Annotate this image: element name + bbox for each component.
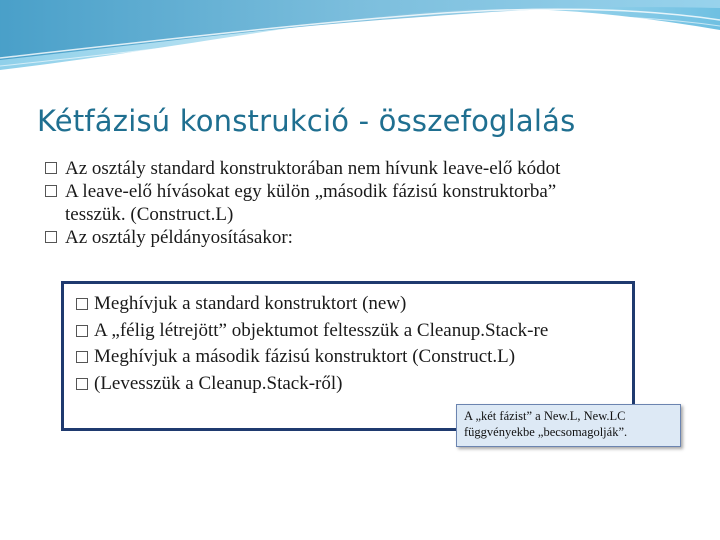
callout-note-line: függvényekbe „becsomagolják”. bbox=[464, 425, 628, 439]
step-text: A „félig létrejött” objektumot feltesszük a Cleanup.Stack-re bbox=[94, 319, 549, 341]
bullet-box-icon bbox=[45, 185, 57, 197]
bullet-text: A leave-elő hívásokat egy külön „második fázisú konstruktorba” bbox=[65, 181, 557, 202]
bullet-text: Az osztály példányosításakor: bbox=[65, 227, 293, 248]
bullet-box-icon bbox=[45, 231, 57, 243]
step-item bbox=[76, 291, 636, 318]
bullet-box-icon bbox=[76, 351, 88, 363]
bullet-item bbox=[45, 226, 685, 249]
callout-note-line: A „két fázist” a New.L, New.LC bbox=[464, 409, 626, 423]
bullet-text: Az osztály standard konstruktorában nem hívunk leave-elő kódot bbox=[65, 158, 561, 179]
header-wave-decoration bbox=[0, 0, 720, 78]
bullet-box-icon bbox=[76, 325, 88, 337]
bullet-box-icon bbox=[76, 298, 88, 310]
callout-note bbox=[456, 404, 681, 447]
bullet-continuation-text: tesszük. (Construct.L) bbox=[65, 204, 234, 225]
bullet-list bbox=[45, 157, 685, 249]
step-text: (Levesszük a Cleanup.Stack-ről) bbox=[94, 372, 343, 394]
slide-title: Kétfázisú konstrukció - összefoglalás bbox=[37, 104, 576, 138]
bullet-continuation bbox=[45, 203, 685, 226]
step-text: Meghívjuk a standard konstruktort (new) bbox=[94, 293, 407, 314]
bullet-box-icon bbox=[45, 162, 57, 174]
bullet-item bbox=[45, 157, 685, 180]
step-item bbox=[76, 344, 636, 371]
step-item bbox=[76, 318, 636, 345]
bullet-item bbox=[45, 180, 685, 203]
step-text: Meghívjuk a második fázisú konstruktort (Construct.L) bbox=[94, 346, 516, 367]
steps-list bbox=[76, 291, 636, 397]
bullet-box-icon bbox=[76, 378, 88, 390]
step-item bbox=[76, 371, 636, 398]
